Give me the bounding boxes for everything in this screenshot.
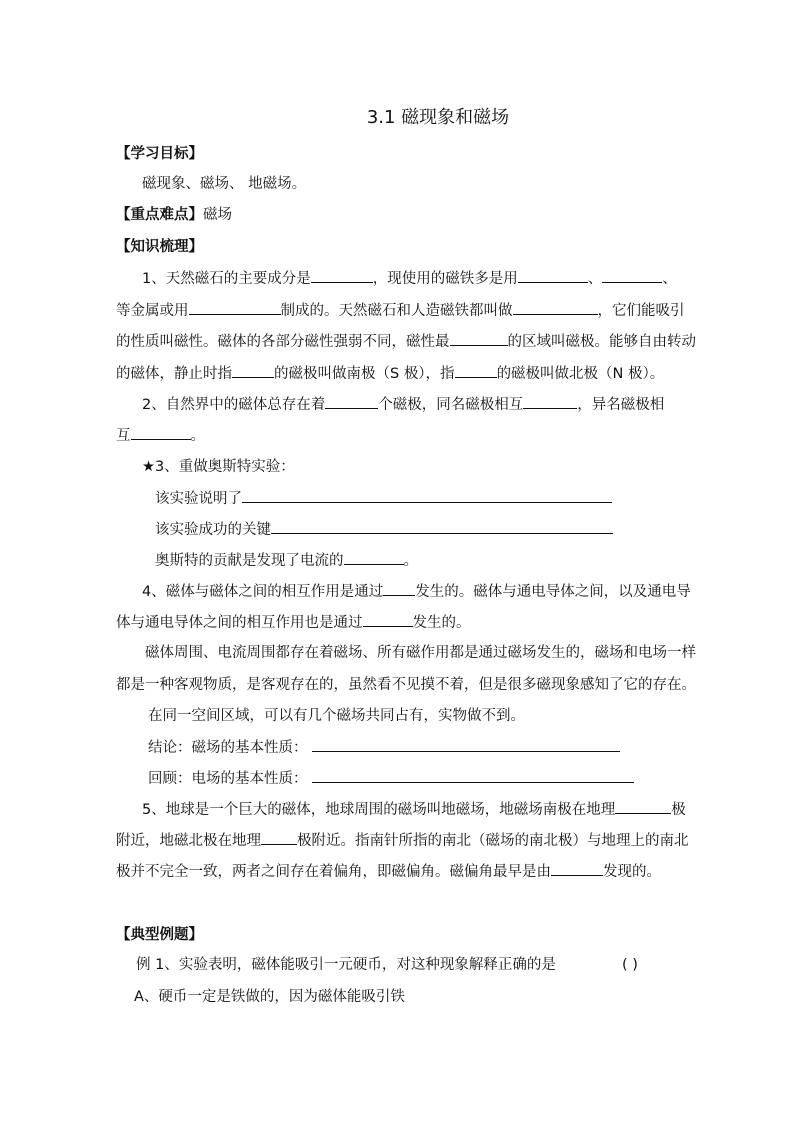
k2-line-1 [142, 394, 664, 415]
para-1-line-1: 磁体周围、电流周围都存在着磁场、所有磁作用都是通过磁场发生的，磁场和电场一样 [145, 645, 696, 661]
k5-line-2 [116, 830, 689, 851]
k3-text-3b: 。 [403, 553, 418, 569]
section-examples: 【典型例题】 [116, 927, 203, 943]
answer-bracket[interactable]: ( ) [622, 957, 638, 973]
blank[interactable] [312, 737, 620, 752]
conclusion-line [148, 737, 620, 758]
goal-text: 磁现象、磁场、 地磁场。 [142, 176, 307, 192]
k4-line-2 [116, 612, 471, 633]
k1-text-c: 、 [587, 271, 603, 287]
k5-text-a: 5、地球是一个巨大的磁体，地球周围的磁场叫地磁场，地磁场南极在地理 [142, 802, 616, 818]
blank[interactable] [189, 300, 281, 315]
example-1-option-a[interactable]: A、硬币一定是铁做的，因为磁体能吸引铁 [134, 989, 405, 1005]
section-knowledge: 【知识梳理】 [116, 239, 203, 255]
conclusion-label: 结论：磁场的基本性质： [148, 740, 308, 756]
blank[interactable] [261, 830, 297, 845]
k1-line-4 [116, 363, 664, 384]
k1-text-h: 的性质叫磁性。磁体的各部分磁性强弱不同，磁性最 [116, 334, 450, 350]
section-difficulty: 【重点难点】 [116, 207, 203, 223]
k1-line-2 [116, 300, 685, 321]
blank[interactable] [271, 519, 613, 534]
k3-line-3 [155, 550, 418, 571]
para-2: 在同一空间区域，可以有几个磁场共同占有，实物做不到。 [148, 708, 525, 724]
k3-heading: ★3、重做奥斯特实验： [142, 459, 295, 475]
k4-text-a: 4、磁体与磁体之间的相互作用是通过 [142, 584, 384, 600]
blank[interactable] [363, 612, 413, 627]
k2-text-b: 个磁极，同名磁极相互 [378, 397, 524, 413]
k3-text-2: 该实验成功的关键 [155, 522, 271, 538]
k1-text-g: ，它们能吸引 [597, 303, 685, 319]
k1-text-a: 1、天然磁石的主要成分是 [142, 271, 311, 287]
blank[interactable] [551, 861, 603, 876]
blank[interactable] [344, 550, 404, 565]
k1-text-j: 的磁体，静止时指 [116, 366, 232, 382]
k5-text-c: 附近，地磁北极在地理 [116, 833, 261, 849]
example-1-question: 例 1、实验表明，磁体能吸引一元硬币，对这种现象解释正确的是 [136, 957, 556, 973]
k1-text-l: 的磁极叫做北极（N 极）。 [496, 366, 665, 382]
blank[interactable] [383, 581, 415, 596]
k5-text-f: 发现的。 [603, 864, 661, 880]
k1-text-k: 的磁极叫做南极（S 极），指 [274, 366, 455, 382]
blank[interactable] [312, 768, 634, 783]
difficulty-text: 磁场 [203, 207, 232, 223]
blank[interactable] [602, 268, 662, 283]
k1-text-f: 制成的。天然磁石和人造磁铁都叫做 [280, 303, 513, 319]
blank[interactable] [311, 268, 373, 283]
k2-text-d: 互 [116, 428, 131, 444]
k2-text-e: 。 [190, 428, 205, 444]
k5-text-b: 极 [671, 802, 686, 818]
k5-text-d: 极附近。指南针所指的南北（磁场的南北极）与地理上的南北 [297, 833, 689, 849]
k1-text-i: 的区域叫磁极。能够自由转动 [507, 334, 696, 350]
blank[interactable] [513, 300, 598, 315]
review-label: 回顾：电场的基本性质： [148, 771, 308, 787]
k3-line-2 [155, 519, 613, 540]
k3-line-1 [155, 488, 612, 509]
k1-text-b: ，现使用的磁铁多是用 [372, 271, 518, 287]
blank[interactable] [450, 331, 508, 346]
blank[interactable] [455, 363, 497, 378]
k4-line-1 [142, 581, 691, 602]
k3-text-1: 该实验说明了 [155, 491, 242, 507]
k5-line-1 [142, 799, 686, 820]
blank[interactable] [518, 268, 588, 283]
k2-text-a: 2、自然界中的磁体总存在着 [142, 397, 326, 413]
blank[interactable] [325, 394, 378, 409]
blank[interactable] [615, 799, 671, 814]
k1-text-e: 等金属或用 [116, 303, 189, 319]
k1-text-d: 、 [662, 271, 677, 287]
blank[interactable] [131, 425, 191, 440]
review-line [148, 768, 634, 789]
page-title: 3.1 磁现象和磁场 [366, 107, 510, 128]
k4-text-d: 发生的。 [412, 615, 471, 631]
difficulty-line [116, 205, 232, 225]
k5-line-3 [116, 861, 661, 882]
k4-text-c: 体与通电导体之间的相互作用也是通过 [116, 615, 363, 631]
k1-line-1 [142, 268, 677, 289]
blank[interactable] [242, 488, 612, 503]
k2-text-c: ，异名磁极相 [577, 397, 665, 413]
k5-text-e: 极并不完全一致，两者之间存在着偏角，即磁偏角。磁偏角最早是由 [116, 864, 551, 880]
k4-text-b: 发生的。磁体与通电导体之间，以及通电导 [415, 584, 691, 600]
blank[interactable] [523, 394, 577, 409]
k2-line-2 [116, 425, 205, 446]
k3-text-3a: 奥斯特的贡献是发现了电流的 [155, 553, 344, 569]
section-learning-goals: 【学习目标】 [116, 146, 203, 162]
blank[interactable] [232, 363, 274, 378]
para-1-line-2: 都是一种客观物质，是客观存在的，虽然看不见摸不着，但是很多磁现象感知了它的存在。 [116, 677, 696, 693]
k1-line-3 [116, 331, 696, 352]
